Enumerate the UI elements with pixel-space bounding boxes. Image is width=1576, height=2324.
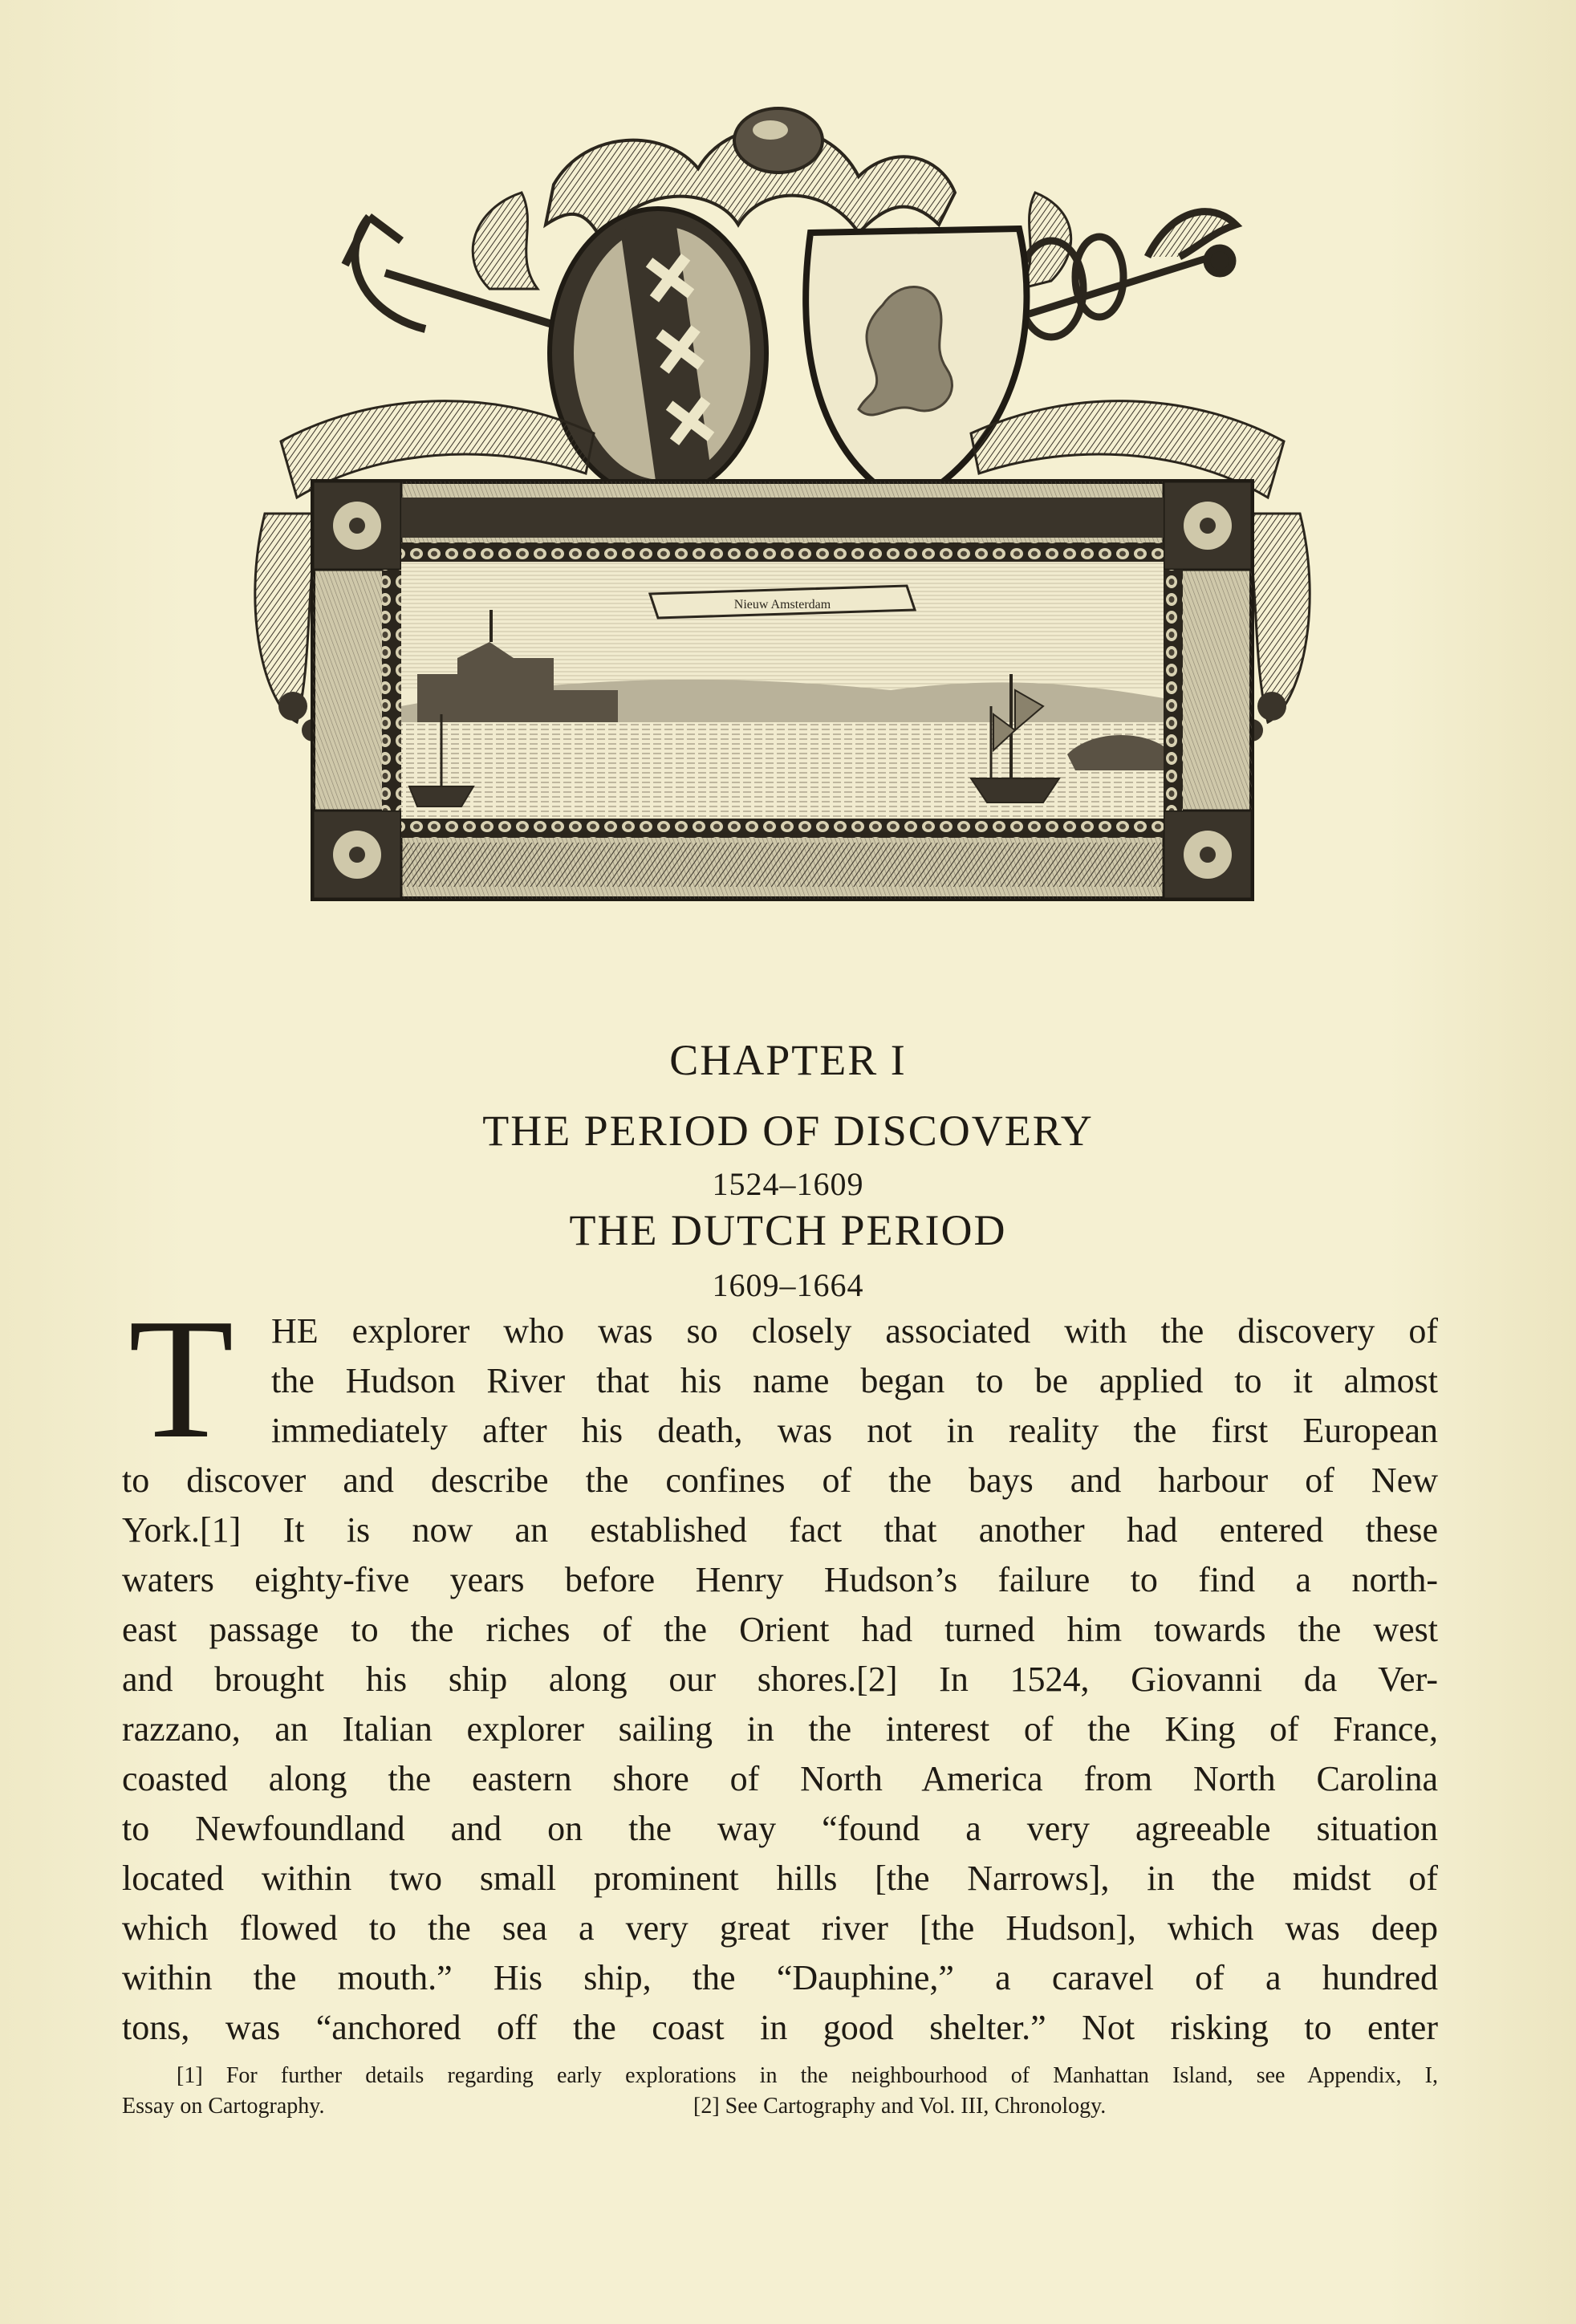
drop-cap-letter: T (128, 1308, 234, 1444)
footnote-1-line-1: [1] For further details regarding early explorations in the neighbourhood of Manhattan Island, see Appendix, I, (177, 2063, 1438, 2088)
body-line: coasted along the eastern shore of North America from North Carolina (122, 1759, 1438, 1798)
body-line: to discover and describe the confines of the bays and harbour of New (122, 1461, 1438, 1500)
footnote-row (122, 2091, 1438, 2122)
body-line: razzano, an Italian explorer sailing in the interest of the King of France, (122, 1709, 1438, 1749)
chapter-title: CHAPTER I (669, 1036, 907, 1084)
body-line: York.[1] It is now an established fact that another had entered these (122, 1510, 1438, 1550)
period-heading-discovery: THE PERIOD OF DISCOVERY (482, 1107, 1094, 1155)
body-line: immediately after his death, was not in reality the first European (271, 1411, 1438, 1450)
period-dates-discovery: 1524–1609 (712, 1166, 864, 1202)
body-line: and brought his ship along our shores.[2] In 1524, Giovanni da Ver- (122, 1660, 1438, 1699)
harbour-scene (401, 562, 1164, 819)
body-line: the Hudson River that his name began to be applied to it almost (271, 1361, 1438, 1400)
body-line: which flowed to the sea a very great river [the Hudson], which was deep (122, 1908, 1438, 1948)
footnote-1-line-2: Essay on Cartography. (122, 2094, 325, 2119)
body-line: HE explorer who was so closely associated with the discovery of (271, 1311, 1438, 1351)
body-line: waters eighty-five years before Henry Hudson’s failure to find a north- (122, 1560, 1438, 1599)
period-heading-dutch: THE DUTCH PERIOD (569, 1206, 1007, 1254)
headpiece-engraving (249, 96, 1316, 915)
body-line: within the mouth.” His ship, the “Dauphine,” a caravel of a hundred (122, 1958, 1438, 1997)
body-text (122, 1306, 1438, 2053)
body-line: tons, was “anchored off the coast in good shelter.” Not risking to enter (122, 2008, 1438, 2047)
footnotes (122, 2061, 1438, 2122)
body-line: located within two small prominent hills [the Narrows], in the midst of (122, 1859, 1438, 1898)
harbour-banner-text: Nieuw Amsterdam (733, 598, 831, 611)
body-line: east passage to the riches of the Orient had turned him towards the west (122, 1610, 1438, 1649)
period-dates-dutch: 1609–1664 (712, 1267, 864, 1303)
footnote-2: [2] See Cartography and Vol. III, Chronology. (693, 2094, 1107, 2119)
body-line: to Newfoundland and on the way “found a very agreeable situation (122, 1809, 1438, 1848)
